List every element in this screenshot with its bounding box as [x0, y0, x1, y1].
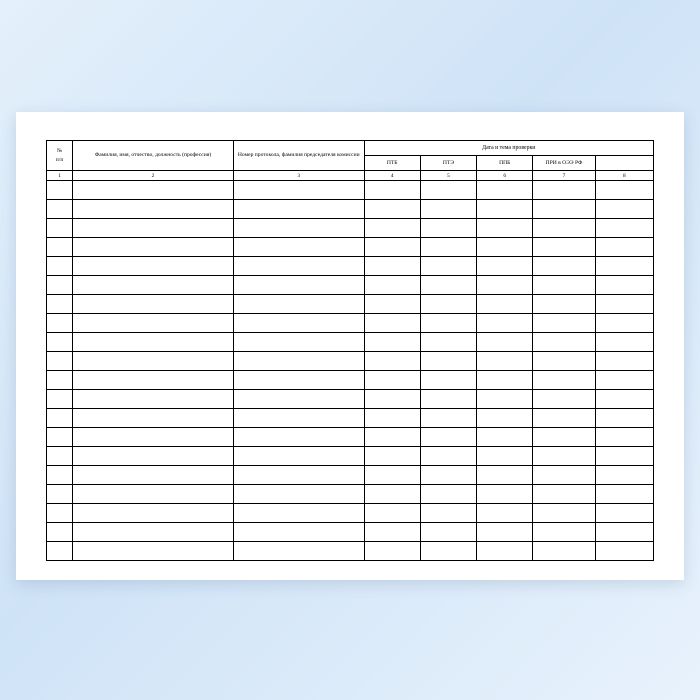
table-cell[interactable] — [595, 257, 653, 276]
table-cell[interactable] — [533, 352, 595, 371]
table-cell[interactable] — [73, 352, 234, 371]
table-cell[interactable] — [73, 447, 234, 466]
table-cell[interactable] — [73, 238, 234, 257]
table-cell[interactable] — [477, 352, 533, 371]
table-cell[interactable] — [364, 542, 420, 561]
header-cell-number — [47, 141, 73, 171]
table-cell[interactable] — [595, 447, 653, 466]
table-cell[interactable] — [47, 181, 73, 200]
table-row[interactable] — [47, 466, 654, 485]
table-row[interactable] — [47, 523, 654, 542]
table-cell[interactable] — [533, 295, 595, 314]
table-cell[interactable] — [364, 333, 420, 352]
table-cell[interactable] — [595, 238, 653, 257]
table-cell[interactable] — [73, 390, 234, 409]
table-cell[interactable] — [420, 371, 476, 390]
table-cell[interactable] — [420, 200, 476, 219]
table-cell[interactable] — [477, 257, 533, 276]
table-cell[interactable] — [364, 238, 420, 257]
table-cell[interactable] — [233, 219, 364, 238]
table-cell[interactable] — [47, 276, 73, 295]
number-cell-5: 5 — [420, 171, 476, 181]
table-cell[interactable] — [477, 200, 533, 219]
table-cell[interactable] — [233, 447, 364, 466]
table-cell[interactable] — [364, 276, 420, 295]
table-row[interactable] — [47, 504, 654, 523]
table-cell[interactable] — [233, 428, 364, 447]
table-cell[interactable] — [47, 523, 73, 542]
table-cell[interactable] — [420, 409, 476, 428]
table-cell[interactable] — [47, 295, 73, 314]
table-cell[interactable] — [477, 390, 533, 409]
table-cell[interactable] — [364, 181, 420, 200]
table-cell[interactable] — [477, 523, 533, 542]
table-cell[interactable] — [233, 200, 364, 219]
table-row[interactable] — [47, 352, 654, 371]
table-cell[interactable] — [533, 181, 595, 200]
table-row[interactable] — [47, 542, 654, 561]
table-cell[interactable] — [73, 409, 234, 428]
table-cell[interactable] — [364, 371, 420, 390]
header-cell-protocol: Номер протокола, фамилия председателя комиссии — [233, 141, 364, 171]
table-cell[interactable] — [364, 257, 420, 276]
table-cell[interactable] — [47, 352, 73, 371]
table-number-row — [47, 171, 654, 181]
table-cell[interactable] — [595, 371, 653, 390]
table-cell[interactable] — [233, 523, 364, 542]
table-cell[interactable] — [595, 485, 653, 504]
table-cell[interactable] — [364, 466, 420, 485]
table-cell[interactable] — [73, 333, 234, 352]
table-cell[interactable] — [233, 409, 364, 428]
table-cell[interactable] — [595, 276, 653, 295]
header-cell-fullname: Фамилия, имя, отчество, должность (профессия) — [73, 141, 234, 171]
table-cell[interactable] — [420, 257, 476, 276]
table-cell[interactable] — [73, 466, 234, 485]
table-cell[interactable] — [595, 181, 653, 200]
table-cell[interactable] — [595, 200, 653, 219]
table-body — [47, 181, 654, 561]
table-cell[interactable] — [595, 219, 653, 238]
table-cell[interactable] — [595, 542, 653, 561]
table-cell[interactable] — [420, 333, 476, 352]
table-cell[interactable] — [73, 485, 234, 504]
table-cell[interactable] — [233, 466, 364, 485]
table-cell[interactable] — [420, 504, 476, 523]
table-cell[interactable] — [233, 352, 364, 371]
table-cell[interactable] — [420, 523, 476, 542]
table-cell[interactable] — [533, 219, 595, 238]
table-row[interactable] — [47, 409, 654, 428]
table-cell[interactable] — [595, 390, 653, 409]
table-cell[interactable] — [364, 523, 420, 542]
table-cell[interactable] — [420, 276, 476, 295]
number-cell-1: 1 — [47, 171, 73, 181]
table-cell[interactable] — [47, 504, 73, 523]
table-cell[interactable] — [233, 295, 364, 314]
table-cell[interactable] — [533, 428, 595, 447]
table-cell[interactable] — [477, 371, 533, 390]
table-row[interactable] — [47, 447, 654, 466]
table-cell[interactable] — [47, 257, 73, 276]
table-cell[interactable] — [595, 314, 653, 333]
table-cell[interactable] — [233, 333, 364, 352]
table-cell[interactable] — [477, 276, 533, 295]
header-cell-pte: ПТЭ — [420, 156, 476, 171]
table-cell[interactable] — [47, 238, 73, 257]
table-cell[interactable] — [533, 314, 595, 333]
table-cell[interactable] — [420, 181, 476, 200]
table-cell[interactable] — [233, 371, 364, 390]
table-cell[interactable] — [73, 523, 234, 542]
number-cell-6: 6 — [477, 171, 533, 181]
table-row[interactable] — [47, 333, 654, 352]
table-cell[interactable] — [533, 504, 595, 523]
table-row[interactable] — [47, 485, 654, 504]
table-cell[interactable] — [420, 542, 476, 561]
table-cell[interactable] — [233, 238, 364, 257]
table-cell[interactable] — [233, 390, 364, 409]
table-cell[interactable] — [477, 219, 533, 238]
header-cell-ptb: ПТБ — [364, 156, 420, 171]
table-cell[interactable] — [47, 447, 73, 466]
table-row[interactable] — [47, 314, 654, 333]
table-cell[interactable] — [595, 523, 653, 542]
table-cell[interactable] — [47, 200, 73, 219]
table-cell[interactable] — [47, 390, 73, 409]
table-cell[interactable] — [477, 504, 533, 523]
table-row[interactable] — [47, 219, 654, 238]
table-cell[interactable] — [364, 314, 420, 333]
table-cell[interactable] — [233, 314, 364, 333]
number-cell-4: 4 — [364, 171, 420, 181]
table-cell[interactable] — [477, 409, 533, 428]
table-cell[interactable] — [47, 219, 73, 238]
header-cell-blank — [595, 156, 653, 171]
header-number-line2: п/п — [55, 156, 64, 163]
table-cell[interactable] — [233, 257, 364, 276]
table-cell[interactable] — [533, 466, 595, 485]
table-cell[interactable] — [477, 181, 533, 200]
table-cell[interactable] — [47, 314, 73, 333]
table-cell[interactable] — [233, 504, 364, 523]
table-cell[interactable] — [364, 390, 420, 409]
table-cell[interactable] — [533, 276, 595, 295]
number-cell-2: 2 — [73, 171, 234, 181]
table-cell[interactable] — [364, 200, 420, 219]
table-cell[interactable] — [364, 504, 420, 523]
table-cell[interactable] — [595, 333, 653, 352]
table-cell[interactable] — [364, 409, 420, 428]
table-row[interactable] — [47, 238, 654, 257]
table-cell[interactable] — [595, 428, 653, 447]
table-cell[interactable] — [420, 390, 476, 409]
table-cell[interactable] — [233, 542, 364, 561]
table-cell[interactable] — [420, 428, 476, 447]
table-cell[interactable] — [73, 314, 234, 333]
table-cell[interactable] — [364, 428, 420, 447]
table-cell[interactable] — [47, 371, 73, 390]
table-cell[interactable] — [364, 447, 420, 466]
table-cell[interactable] — [364, 295, 420, 314]
table-cell[interactable] — [533, 447, 595, 466]
table-cell[interactable] — [477, 333, 533, 352]
table-cell[interactable] — [73, 181, 234, 200]
table-row[interactable] — [47, 428, 654, 447]
table-cell[interactable] — [477, 542, 533, 561]
header-cell-ppb: ППБ — [477, 156, 533, 171]
table-cell[interactable] — [477, 295, 533, 314]
table-cell[interactable] — [47, 466, 73, 485]
table-cell[interactable] — [595, 504, 653, 523]
table-cell[interactable] — [73, 428, 234, 447]
table-cell[interactable] — [477, 428, 533, 447]
table-cell[interactable] — [595, 295, 653, 314]
table-cell[interactable] — [420, 314, 476, 333]
header-number-line1: № — [56, 148, 63, 155]
table-cell[interactable] — [420, 466, 476, 485]
table-cell[interactable] — [420, 352, 476, 371]
table-cell[interactable] — [477, 466, 533, 485]
number-cell-7: 7 — [533, 171, 595, 181]
table-cell[interactable] — [73, 219, 234, 238]
table-cell[interactable] — [533, 409, 595, 428]
table-cell[interactable] — [47, 485, 73, 504]
table-cell[interactable] — [73, 542, 234, 561]
table-cell[interactable] — [364, 485, 420, 504]
table-cell[interactable] — [364, 352, 420, 371]
table-cell[interactable] — [420, 219, 476, 238]
form-sheet — [46, 140, 654, 552]
table-cell[interactable] — [73, 371, 234, 390]
table-cell[interactable] — [73, 200, 234, 219]
table-cell[interactable] — [533, 542, 595, 561]
table-cell[interactable] — [533, 523, 595, 542]
table-cell[interactable] — [533, 371, 595, 390]
table-cell[interactable] — [595, 409, 653, 428]
table-row[interactable] — [47, 257, 654, 276]
header-cell-pri: ПРИ в ОЭЭ РФ — [533, 156, 595, 171]
table-cell[interactable] — [533, 390, 595, 409]
table-cell[interactable] — [420, 447, 476, 466]
table-cell[interactable] — [73, 257, 234, 276]
table-cell[interactable] — [420, 485, 476, 504]
header-cell-check-group: Дата и тема проверки — [364, 141, 653, 156]
number-cell-3: 3 — [233, 171, 364, 181]
table-cell[interactable] — [477, 485, 533, 504]
table-header-row-1 — [47, 141, 654, 156]
table-row[interactable] — [47, 181, 654, 200]
table-row[interactable] — [47, 295, 654, 314]
table-cell[interactable] — [477, 238, 533, 257]
table-cell[interactable] — [47, 428, 73, 447]
registration-table — [46, 140, 654, 561]
table-cell[interactable] — [47, 542, 73, 561]
table-cell[interactable] — [595, 352, 653, 371]
table-cell[interactable] — [533, 238, 595, 257]
table-row[interactable] — [47, 200, 654, 219]
table-cell[interactable] — [533, 485, 595, 504]
table-cell[interactable] — [47, 333, 73, 352]
table-cell[interactable] — [533, 333, 595, 352]
table-cell[interactable] — [233, 485, 364, 504]
table-cell[interactable] — [420, 238, 476, 257]
table-cell[interactable] — [420, 295, 476, 314]
table-row[interactable] — [47, 371, 654, 390]
table-cell[interactable] — [47, 409, 73, 428]
table-cell[interactable] — [73, 276, 234, 295]
table-cell[interactable] — [233, 181, 364, 200]
number-cell-8: 8 — [595, 171, 653, 181]
table-cell[interactable] — [233, 276, 364, 295]
table-cell[interactable] — [477, 314, 533, 333]
table-cell[interactable] — [477, 447, 533, 466]
document-page — [16, 112, 684, 580]
table-cell[interactable] — [73, 504, 234, 523]
table-row[interactable] — [47, 390, 654, 409]
table-cell[interactable] — [364, 219, 420, 238]
table-cell[interactable] — [73, 295, 234, 314]
table-cell[interactable] — [533, 257, 595, 276]
table-row[interactable] — [47, 276, 654, 295]
table-cell[interactable] — [595, 466, 653, 485]
table-cell[interactable] — [533, 200, 595, 219]
